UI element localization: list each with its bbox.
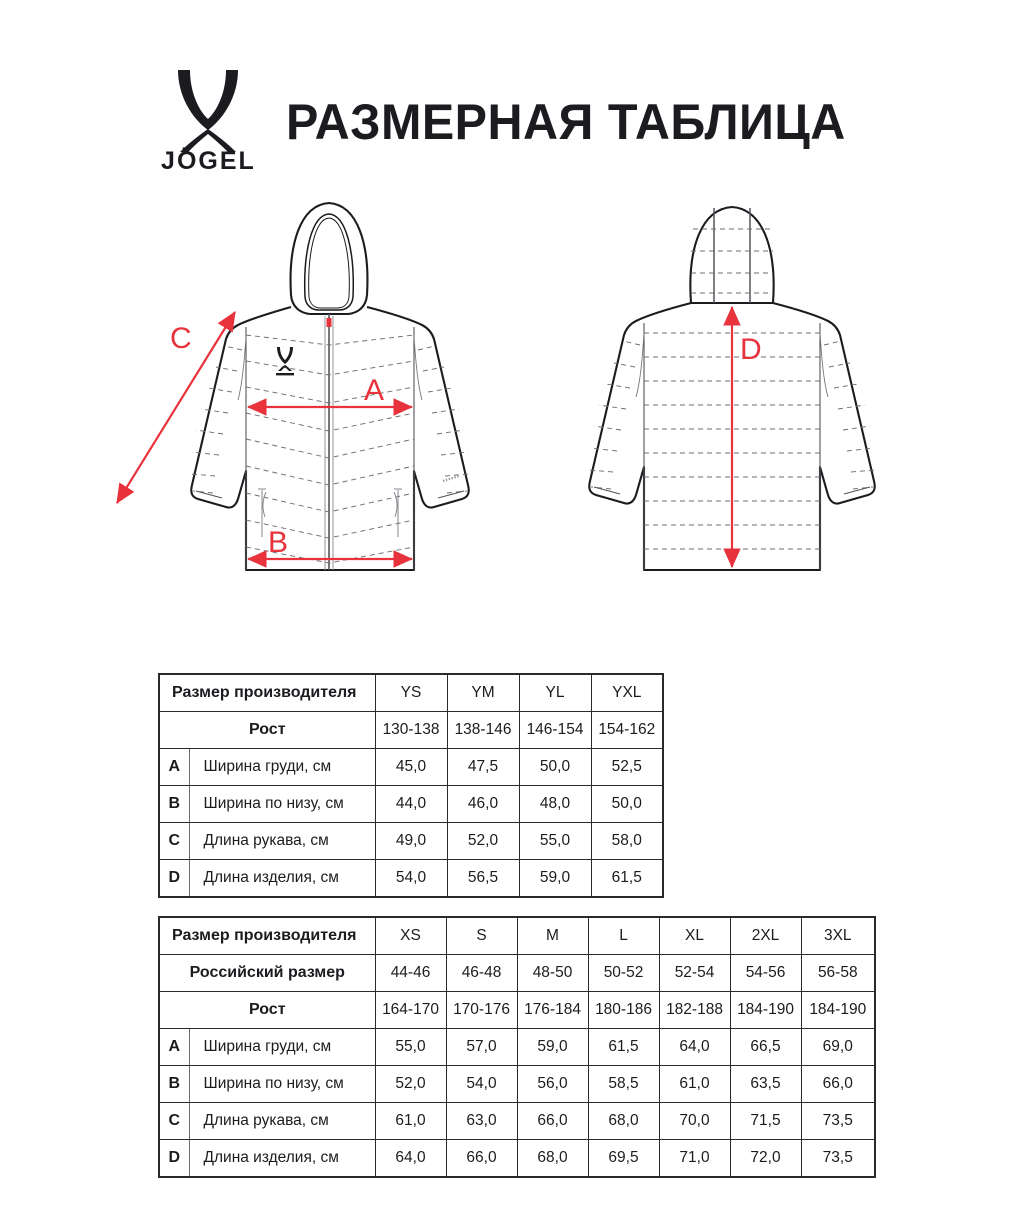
youth-row-letter-b: B xyxy=(159,786,189,823)
adult-a-xs: 55,0 xyxy=(375,1029,446,1066)
adult-ru-s: 46-48 xyxy=(446,955,517,992)
adult-size-table xyxy=(158,916,876,1178)
youth-header-label: Размер производителя xyxy=(159,674,375,712)
adult-height-l: 180-186 xyxy=(588,992,659,1029)
adult-height-s: 170-176 xyxy=(446,992,517,1029)
youth-a-yl: 50,0 xyxy=(519,749,591,786)
adult-row-letter-b: B xyxy=(159,1066,189,1103)
adult-a-3xl: 69,0 xyxy=(801,1029,875,1066)
adult-row-letter-d: D xyxy=(159,1140,189,1178)
adult-height-label: Рост xyxy=(159,992,375,1029)
page-header xyxy=(0,62,1024,182)
adult-b-3xl: 66,0 xyxy=(801,1066,875,1103)
adult-row-name-a: Ширина груди, см xyxy=(189,1029,375,1066)
youth-a-ym: 47,5 xyxy=(447,749,519,786)
youth-b-ys: 44,0 xyxy=(375,786,447,823)
adult-d-l: 69,5 xyxy=(588,1140,659,1178)
youth-b-yxl: 50,0 xyxy=(591,786,663,823)
youth-row-name-b: Ширина по низу, см xyxy=(189,786,375,823)
youth-d-yxl: 61,5 xyxy=(591,860,663,898)
youth-height-ys: 130-138 xyxy=(375,712,447,749)
adult-size-3xl: 3XL xyxy=(801,917,875,955)
adult-height-xl: 182-188 xyxy=(659,992,730,1029)
measure-label-c: C xyxy=(170,322,192,355)
adult-ru-3xl: 56-58 xyxy=(801,955,875,992)
jacket-illustration xyxy=(0,185,1024,595)
adult-b-xs: 52,0 xyxy=(375,1066,446,1103)
youth-row-letter-c: C xyxy=(159,823,189,860)
adult-ru-xs: 44-46 xyxy=(375,955,446,992)
youth-row-letter-a: A xyxy=(159,749,189,786)
adult-size-s: S xyxy=(446,917,517,955)
table-row-height xyxy=(159,712,663,749)
table-row xyxy=(159,823,663,860)
youth-a-ys: 45,0 xyxy=(375,749,447,786)
youth-size-ys: YS xyxy=(375,674,447,712)
adult-a-l: 61,5 xyxy=(588,1029,659,1066)
adult-size-xl: XL xyxy=(659,917,730,955)
youth-c-yxl: 58,0 xyxy=(591,823,663,860)
adult-a-m: 59,0 xyxy=(517,1029,588,1066)
youth-height-yxl: 154-162 xyxy=(591,712,663,749)
table-row-manufacturer-size xyxy=(159,917,875,955)
adult-height-2xl: 184-190 xyxy=(730,992,801,1029)
youth-a-yxl: 52,5 xyxy=(591,749,663,786)
adult-c-m: 66,0 xyxy=(517,1103,588,1140)
adult-header-label: Размер производителя xyxy=(159,917,375,955)
table-row-ru-size xyxy=(159,955,875,992)
adult-b-2xl: 63,5 xyxy=(730,1066,801,1103)
adult-a-2xl: 66,5 xyxy=(730,1029,801,1066)
table-row xyxy=(159,860,663,898)
page-title: РАЗМЕРНАЯ ТАБЛИЦА xyxy=(286,94,847,150)
adult-ru-l: 50-52 xyxy=(588,955,659,992)
adult-b-xl: 61,0 xyxy=(659,1066,730,1103)
adult-c-xl: 70,0 xyxy=(659,1103,730,1140)
youth-c-ys: 49,0 xyxy=(375,823,447,860)
adult-ru-2xl: 54-56 xyxy=(730,955,801,992)
adult-b-m: 56,0 xyxy=(517,1066,588,1103)
adult-b-s: 54,0 xyxy=(446,1066,517,1103)
youth-size-ym: YM xyxy=(447,674,519,712)
adult-d-3xl: 73,5 xyxy=(801,1140,875,1178)
youth-d-yl: 59,0 xyxy=(519,860,591,898)
adult-c-l: 68,0 xyxy=(588,1103,659,1140)
adult-b-l: 58,5 xyxy=(588,1066,659,1103)
youth-row-letter-d: D xyxy=(159,860,189,898)
table-row xyxy=(159,1029,875,1066)
youth-height-ym: 138-146 xyxy=(447,712,519,749)
table-row xyxy=(159,749,663,786)
adult-c-s: 63,0 xyxy=(446,1103,517,1140)
table-row xyxy=(159,1140,875,1178)
table-row xyxy=(159,1066,875,1103)
adult-size-m: M xyxy=(517,917,588,955)
brand-logo xyxy=(160,68,256,176)
youth-size-yxl: YXL xyxy=(591,674,663,712)
table-row xyxy=(159,1103,875,1140)
adult-ru-size-label: Российский размер xyxy=(159,955,375,992)
youth-c-yl: 55,0 xyxy=(519,823,591,860)
brand-wordmark: JÖGEL xyxy=(161,147,256,175)
adult-d-m: 68,0 xyxy=(517,1140,588,1178)
adult-ru-xl: 52-54 xyxy=(659,955,730,992)
adult-c-3xl: 73,5 xyxy=(801,1103,875,1140)
table-row-manufacturer-size xyxy=(159,674,663,712)
adult-a-s: 57,0 xyxy=(446,1029,517,1066)
youth-d-ym: 56,5 xyxy=(447,860,519,898)
adult-height-m: 176-184 xyxy=(517,992,588,1029)
adult-row-name-c: Длина рукава, см xyxy=(189,1103,375,1140)
table-row-height xyxy=(159,992,875,1029)
table-row xyxy=(159,786,663,823)
youth-row-name-a: Ширина груди, см xyxy=(189,749,375,786)
adult-d-xs: 64,0 xyxy=(375,1140,446,1178)
youth-height-yl: 146-154 xyxy=(519,712,591,749)
adult-ru-m: 48-50 xyxy=(517,955,588,992)
adult-height-xs: 164-170 xyxy=(375,992,446,1029)
adult-a-xl: 64,0 xyxy=(659,1029,730,1066)
adult-d-2xl: 72,0 xyxy=(730,1140,801,1178)
adult-row-name-d: Длина изделия, см xyxy=(189,1140,375,1178)
youth-size-yl: YL xyxy=(519,674,591,712)
adult-c-2xl: 71,5 xyxy=(730,1103,801,1140)
adult-d-s: 66,0 xyxy=(446,1140,517,1178)
adult-size-xs: XS xyxy=(375,917,446,955)
adult-size-2xl: 2XL xyxy=(730,917,801,955)
youth-b-yl: 48,0 xyxy=(519,786,591,823)
youth-row-name-d: Длина изделия, см xyxy=(189,860,375,898)
adult-row-letter-c: C xyxy=(159,1103,189,1140)
youth-c-ym: 52,0 xyxy=(447,823,519,860)
adult-size-l: L xyxy=(588,917,659,955)
adult-row-name-b: Ширина по низу, см xyxy=(189,1066,375,1103)
adult-c-xs: 61,0 xyxy=(375,1103,446,1140)
adult-row-letter-a: A xyxy=(159,1029,189,1066)
youth-height-label: Рост xyxy=(159,712,375,749)
youth-b-ym: 46,0 xyxy=(447,786,519,823)
measure-label-a: A xyxy=(364,374,385,407)
youth-d-ys: 54,0 xyxy=(375,860,447,898)
adult-d-xl: 71,0 xyxy=(659,1140,730,1178)
measure-label-d: D xyxy=(740,333,762,366)
measure-label-b: B xyxy=(268,526,289,559)
youth-size-table xyxy=(158,673,664,898)
jogel-logo-icon xyxy=(168,68,248,159)
adult-height-3xl: 184-190 xyxy=(801,992,875,1029)
youth-row-name-c: Длина рукава, см xyxy=(189,823,375,860)
